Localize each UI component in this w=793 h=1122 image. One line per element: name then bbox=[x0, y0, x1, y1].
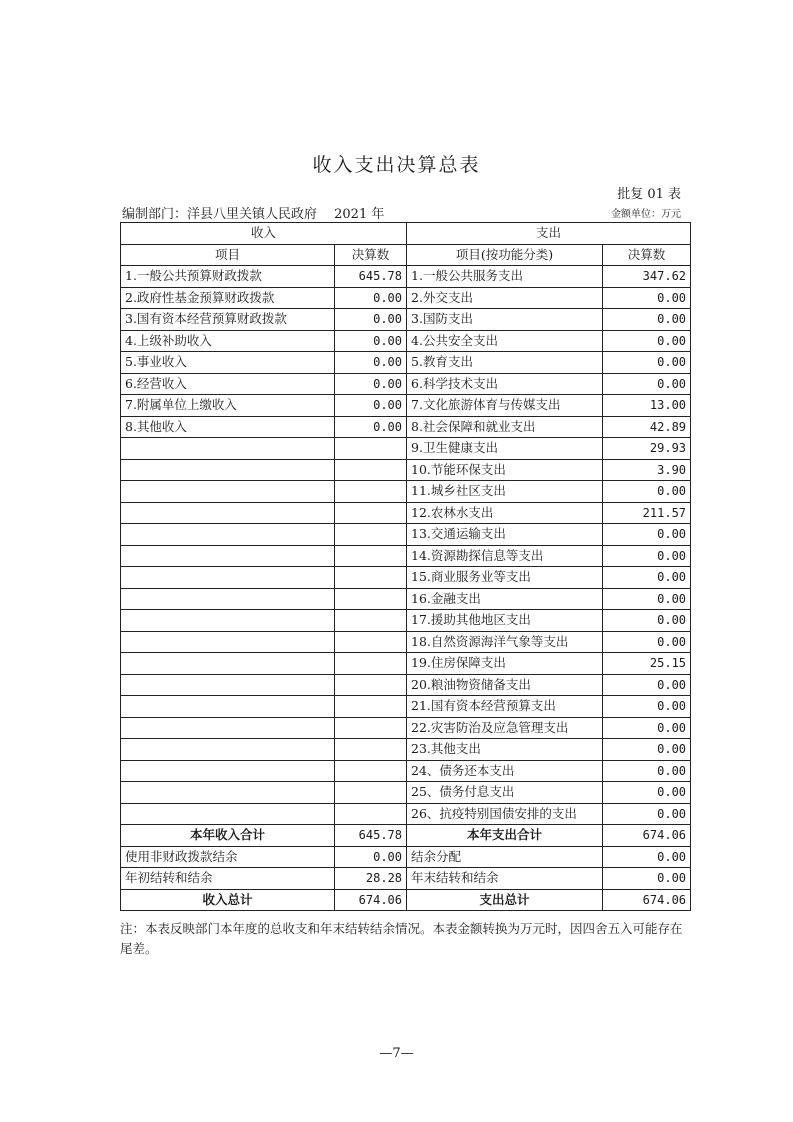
table-row bbox=[121, 696, 691, 718]
income-item-name bbox=[121, 674, 335, 696]
expense-item-value: 0.00 bbox=[603, 373, 691, 395]
distribution-label: 结余分配 bbox=[407, 846, 603, 868]
income-item-value bbox=[335, 438, 407, 460]
income-item-value bbox=[335, 459, 407, 481]
table-row bbox=[121, 653, 691, 675]
expense-item-name: 21.国有资本经营预算支出 bbox=[407, 696, 603, 718]
income-item-value: 0.00 bbox=[335, 416, 407, 438]
expense-item-value: 211.57 bbox=[603, 502, 691, 524]
table-row bbox=[121, 588, 691, 610]
expense-item-name: 7.文化旅游体育与传媒支出 bbox=[407, 395, 603, 417]
income-item-name: 3.国有资本经营预算财政拨款 bbox=[121, 309, 335, 331]
table-row bbox=[121, 739, 691, 761]
income-item-name bbox=[121, 567, 335, 589]
grand-total-row bbox=[121, 889, 691, 911]
expense-item-name: 17.援助其他地区支出 bbox=[407, 610, 603, 632]
income-item-name bbox=[121, 524, 335, 546]
expense-item-value: 0.00 bbox=[603, 674, 691, 696]
end-balance-value: 0.00 bbox=[603, 868, 691, 890]
table-row bbox=[121, 674, 691, 696]
income-item-value bbox=[335, 739, 407, 761]
income-item-name bbox=[121, 760, 335, 782]
income-item-value bbox=[335, 717, 407, 739]
income-item-name bbox=[121, 717, 335, 739]
expense-item-name: 20.粮油物资储备支出 bbox=[407, 674, 603, 696]
expense-item-value: 0.00 bbox=[603, 696, 691, 718]
page-number: —7— bbox=[379, 1046, 414, 1061]
expense-item-value: 25.15 bbox=[603, 653, 691, 675]
expense-item-value: 42.89 bbox=[603, 416, 691, 438]
nonfiscal-label: 使用非财政拨款结余 bbox=[121, 846, 335, 868]
income-item-name: 5.事业收入 bbox=[121, 352, 335, 374]
income-item-name bbox=[121, 631, 335, 653]
column-header-row bbox=[121, 244, 691, 266]
expense-total-value: 674.06 bbox=[603, 889, 691, 911]
expense-item-name: 12.农林水支出 bbox=[407, 502, 603, 524]
year-total-row bbox=[121, 825, 691, 847]
table-row bbox=[121, 481, 691, 503]
form-code: 批复 01 表 bbox=[617, 187, 681, 202]
expense-item-name: 18.自然资源海洋气象等支出 bbox=[407, 631, 603, 653]
expense-item-name: 8.社会保障和就业支出 bbox=[407, 416, 603, 438]
income-item-name: 8.其他收入 bbox=[121, 416, 335, 438]
income-item-value bbox=[335, 567, 407, 589]
table-row bbox=[121, 717, 691, 739]
income-item-value bbox=[335, 610, 407, 632]
table-row bbox=[121, 610, 691, 632]
income-item-value bbox=[335, 524, 407, 546]
expense-item-value: 0.00 bbox=[603, 760, 691, 782]
expense-item-name: 2.外交支出 bbox=[407, 287, 603, 309]
table-row bbox=[121, 309, 691, 331]
table-row bbox=[121, 524, 691, 546]
expense-item-name: 15.商业服务业等支出 bbox=[407, 567, 603, 589]
income-item-value: 0.00 bbox=[335, 395, 407, 417]
expense-item-value: 0.00 bbox=[603, 352, 691, 374]
amount-unit: 金额单位：万元 bbox=[611, 209, 681, 220]
income-item-value: 0.00 bbox=[335, 287, 407, 309]
year-expense-label: 本年支出合计 bbox=[407, 825, 603, 847]
income-item-name bbox=[121, 782, 335, 804]
expense-item-value: 0.00 bbox=[603, 309, 691, 331]
table-row bbox=[121, 330, 691, 352]
expense-item-name: 26、抗疫特别国债安排的支出 bbox=[407, 803, 603, 825]
year-expense-value: 674.06 bbox=[603, 825, 691, 847]
nonfiscal-value: 0.00 bbox=[335, 846, 407, 868]
income-total-label: 收入总计 bbox=[121, 889, 335, 911]
table-row bbox=[121, 416, 691, 438]
income-item-name bbox=[121, 502, 335, 524]
expense-item-value: 0.00 bbox=[603, 287, 691, 309]
distribution-value: 0.00 bbox=[603, 846, 691, 868]
expense-item-value: 0.00 bbox=[603, 739, 691, 761]
income-item-value: 0.00 bbox=[335, 352, 407, 374]
income-group-header: 收入 bbox=[121, 223, 407, 245]
income-item-name bbox=[121, 438, 335, 460]
expense-item-name: 19.住房保障支出 bbox=[407, 653, 603, 675]
income-item-name bbox=[121, 481, 335, 503]
table-row bbox=[121, 502, 691, 524]
income-item-name bbox=[121, 696, 335, 718]
table-row bbox=[121, 631, 691, 653]
expense-item-value: 0.00 bbox=[603, 782, 691, 804]
income-item-value bbox=[335, 782, 407, 804]
begin-balance-value: 28.28 bbox=[335, 868, 407, 890]
expense-item-name: 25、债务付息支出 bbox=[407, 782, 603, 804]
expense-item-value: 0.00 bbox=[603, 631, 691, 653]
income-item-name: 4.上级补助收入 bbox=[121, 330, 335, 352]
expense-item-name: 3.国防支出 bbox=[407, 309, 603, 331]
table-row bbox=[121, 803, 691, 825]
end-balance-label: 年末结转和结余 bbox=[407, 868, 603, 890]
income-item-name bbox=[121, 545, 335, 567]
summary-table bbox=[120, 222, 691, 911]
income-item-value bbox=[335, 760, 407, 782]
expense-item-value: 0.00 bbox=[603, 803, 691, 825]
expense-item-value: 0.00 bbox=[603, 717, 691, 739]
expense-amount-header: 决算数 bbox=[603, 244, 691, 266]
income-item-name bbox=[121, 610, 335, 632]
expense-item-name: 4.公共安全支出 bbox=[407, 330, 603, 352]
table-row bbox=[121, 567, 691, 589]
income-item-name: 1.一般公共预算财政拨款 bbox=[121, 266, 335, 288]
income-item-value: 0.00 bbox=[335, 309, 407, 331]
expense-total-label: 支出总计 bbox=[407, 889, 603, 911]
income-item-name bbox=[121, 459, 335, 481]
income-item-name bbox=[121, 803, 335, 825]
expense-item-header: 项目(按功能分类) bbox=[407, 244, 603, 266]
income-item-header: 项目 bbox=[121, 244, 335, 266]
year-income-value: 645.78 bbox=[335, 825, 407, 847]
expense-item-name: 23.其他支出 bbox=[407, 739, 603, 761]
expense-item-value: 0.00 bbox=[603, 481, 691, 503]
income-item-value bbox=[335, 631, 407, 653]
table-row bbox=[121, 287, 691, 309]
department-line: 编制部门：洋县八里关镇人民政府 2021 年 bbox=[122, 207, 385, 222]
table-row bbox=[121, 373, 691, 395]
expense-item-name: 10.节能环保支出 bbox=[407, 459, 603, 481]
table-row bbox=[121, 395, 691, 417]
table-row bbox=[121, 352, 691, 374]
income-item-name bbox=[121, 588, 335, 610]
balance-row bbox=[121, 846, 691, 868]
begin-balance-label: 年初结转和结余 bbox=[121, 868, 335, 890]
table-note: 注：本表反映部门本年度的总收支和年末结转结余情况。本表金额转换为万元时，因四舍五入可能存在尾差。 bbox=[120, 921, 683, 956]
income-item-value: 0.00 bbox=[335, 330, 407, 352]
expense-item-name: 13.交通运输支出 bbox=[407, 524, 603, 546]
income-item-value bbox=[335, 588, 407, 610]
expense-item-name: 9.卫生健康支出 bbox=[407, 438, 603, 460]
group-header-row bbox=[121, 223, 691, 245]
income-item-value: 645.78 bbox=[335, 266, 407, 288]
income-item-value bbox=[335, 674, 407, 696]
income-item-name: 2.政府性基金预算财政拨款 bbox=[121, 287, 335, 309]
expense-item-name: 1.一般公共服务支出 bbox=[407, 266, 603, 288]
income-item-value bbox=[335, 481, 407, 503]
page-title: 收入支出决算总表 bbox=[312, 154, 481, 176]
expense-item-value: 0.00 bbox=[603, 567, 691, 589]
income-item-value bbox=[335, 803, 407, 825]
income-item-value bbox=[335, 696, 407, 718]
table-row bbox=[121, 438, 691, 460]
income-item-value bbox=[335, 653, 407, 675]
expense-item-name: 16.金融支出 bbox=[407, 588, 603, 610]
table-row bbox=[121, 266, 691, 288]
table-row bbox=[121, 760, 691, 782]
expense-item-value: 0.00 bbox=[603, 588, 691, 610]
expense-item-value: 0.00 bbox=[603, 524, 691, 546]
expense-item-name: 22.灾害防治及应急管理支出 bbox=[407, 717, 603, 739]
expense-item-value: 3.90 bbox=[603, 459, 691, 481]
carryover-row bbox=[121, 868, 691, 890]
expense-group-header: 支出 bbox=[407, 223, 691, 245]
expense-item-name: 11.城乡社区支出 bbox=[407, 481, 603, 503]
expense-item-value: 347.62 bbox=[603, 266, 691, 288]
income-item-value: 0.00 bbox=[335, 373, 407, 395]
year-income-label: 本年收入合计 bbox=[121, 825, 335, 847]
expense-item-value: 0.00 bbox=[603, 330, 691, 352]
expense-item-name: 14.资源勘探信息等支出 bbox=[407, 545, 603, 567]
income-item-name: 6.经营收入 bbox=[121, 373, 335, 395]
expense-item-value: 0.00 bbox=[603, 545, 691, 567]
expense-item-value: 13.00 bbox=[603, 395, 691, 417]
income-item-name: 7.附属单位上缴收入 bbox=[121, 395, 335, 417]
income-amount-header: 决算数 bbox=[335, 244, 407, 266]
table-row bbox=[121, 545, 691, 567]
income-total-value: 674.06 bbox=[335, 889, 407, 911]
income-item-value bbox=[335, 545, 407, 567]
income-item-name bbox=[121, 739, 335, 761]
income-item-value bbox=[335, 502, 407, 524]
expense-item-value: 29.93 bbox=[603, 438, 691, 460]
table-row bbox=[121, 459, 691, 481]
expense-item-value: 0.00 bbox=[603, 610, 691, 632]
expense-item-name: 5.教育支出 bbox=[407, 352, 603, 374]
expense-item-name: 24、债务还本支出 bbox=[407, 760, 603, 782]
income-item-name bbox=[121, 653, 335, 675]
expense-item-name: 6.科学技术支出 bbox=[407, 373, 603, 395]
table-row bbox=[121, 782, 691, 804]
